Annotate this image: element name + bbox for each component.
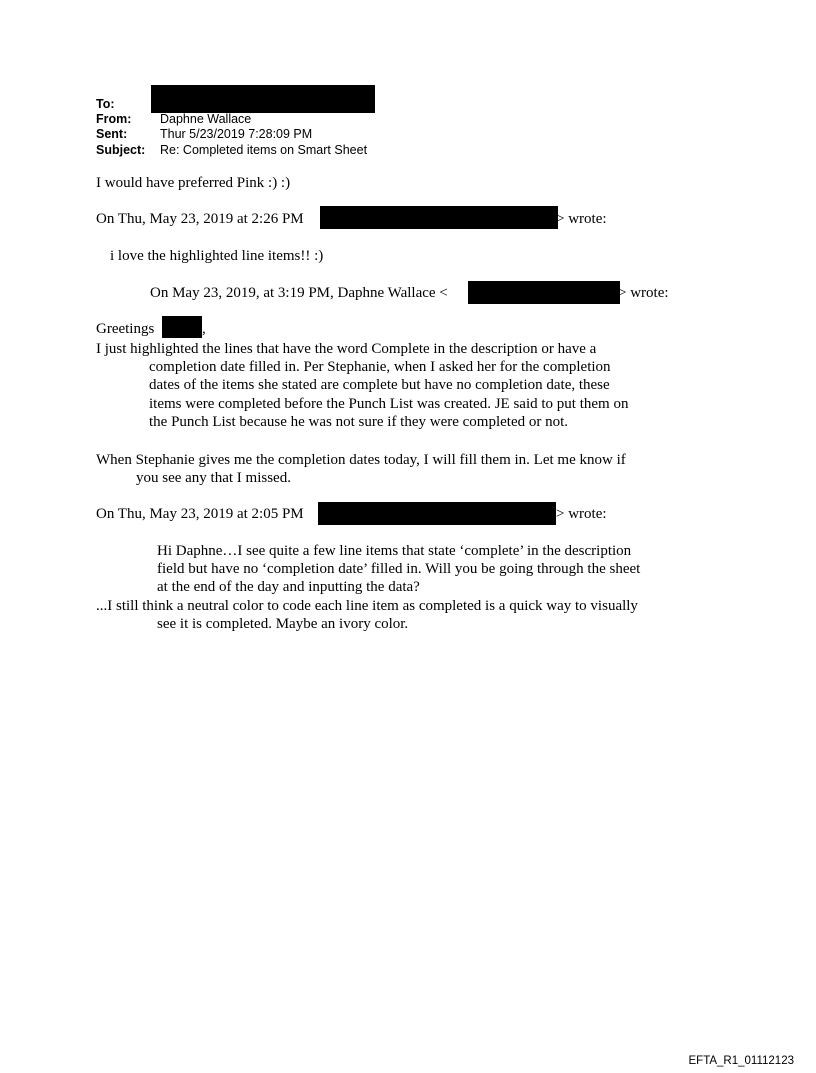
para1-line-1: I just highlighted the lines that have the word Complete in the description or have a bbox=[96, 341, 597, 357]
para1-line-2: completion date filled in. Per Stephanie, when I asked her for the completion bbox=[149, 359, 611, 375]
quote3-prefix: On Thu, May 23, 2019 at 2:05 PM bbox=[96, 506, 304, 522]
para4-line-2: see it is completed. Maybe an ivory color. bbox=[157, 616, 409, 632]
para1-line-4: items were completed before the Punch List was created. JE said to put them on bbox=[149, 396, 629, 412]
to-label: To: bbox=[96, 97, 115, 111]
quote2-suffix: > wrote: bbox=[618, 285, 669, 301]
redaction-greeting-name bbox=[162, 316, 202, 338]
document-id: EFTA_R1_01112123 bbox=[688, 1055, 794, 1067]
quote2-prefix: On May 23, 2019, at 3:19 PM, Daphne Wallace < bbox=[150, 285, 448, 301]
body-line-1: I would have preferred Pink :) :) bbox=[96, 175, 291, 191]
greeting-prefix: Greetings bbox=[96, 321, 155, 337]
para3-line-1: Hi Daphne…I see quite a few line items that state ‘complete’ in the description bbox=[157, 543, 632, 559]
header-from-row bbox=[96, 112, 251, 126]
para2-line-1: When Stephanie gives me the completion dates today, I will fill them in. Let me know if bbox=[96, 452, 626, 468]
quote1-prefix: On Thu, May 23, 2019 at 2:26 PM bbox=[96, 211, 304, 227]
sent-value: Thur 5/23/2019 7:28:09 PM bbox=[160, 127, 313, 141]
header-sent-row bbox=[96, 127, 312, 141]
from-label: From: bbox=[96, 112, 132, 126]
subject-value: Re: Completed items on Smart Sheet bbox=[160, 143, 368, 157]
quote1-suffix: > wrote: bbox=[556, 211, 607, 227]
para4-line-1: ...I still think a neutral color to code each line item as completed is a quick way to visually bbox=[96, 598, 638, 614]
quote3-suffix: > wrote: bbox=[556, 506, 607, 522]
greeting-suffix: , bbox=[202, 321, 206, 337]
para3-line-2: field but have no ‘completion date’ filled in. Will you be going through the sheet bbox=[157, 561, 641, 577]
para2-line-2: you see any that I missed. bbox=[136, 470, 291, 486]
para1-line-3: dates of the items she stated are complete but have no completion date, these bbox=[149, 377, 610, 393]
para1-line-5: the Punch List because he was not sure if they were completed or not. bbox=[149, 414, 569, 430]
redaction-to bbox=[151, 85, 375, 113]
subject-label: Subject: bbox=[96, 143, 146, 157]
redaction-quote3-sender bbox=[318, 502, 556, 525]
from-value: Daphne Wallace bbox=[160, 112, 252, 126]
reply1-text: i love the highlighted line items!! :) bbox=[110, 248, 324, 264]
para3-line-3: at the end of the day and inputting the data? bbox=[157, 579, 420, 595]
header-subject-row bbox=[96, 143, 367, 157]
redaction-quote1-sender bbox=[320, 206, 558, 229]
redaction-quote2-email bbox=[468, 281, 620, 304]
sent-label: Sent: bbox=[96, 127, 128, 141]
